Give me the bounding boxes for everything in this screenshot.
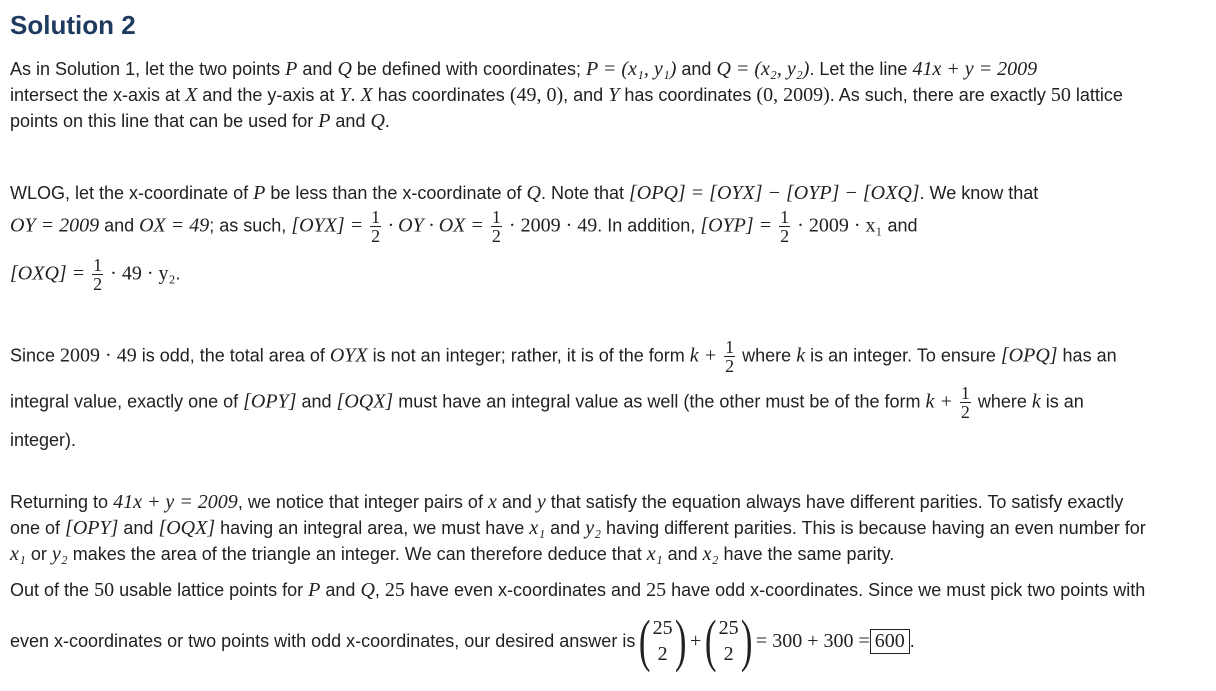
math-Q: Q [526,182,541,204]
math-oqx: [OQX] [158,517,216,539]
para4-line2 [10,517,1146,540]
text: . [175,263,181,284]
para5-line2 [10,606,915,676]
math-product: · OY · OX = [383,214,489,237]
text: and [320,580,361,600]
frac-num: 1 [93,255,103,275]
frac-den: 2 [491,226,501,246]
math-Y: Y [608,84,620,106]
text: makes the area of the triangle an integer. We can therefore deduce that [67,544,647,564]
math-P: P [318,110,331,132]
text: , we notice that integer pairs of [237,492,488,512]
para1-line1 [10,58,1037,81]
binom-bottom: 2 [657,643,668,665]
math-Q: Q [370,110,385,132]
math-val1: · 2009 · 49 [503,214,598,237]
text: and [296,391,337,412]
frac-num: 1 [371,207,381,227]
math-oyp: [OYP] = [700,214,778,237]
math-opy: [OPY] [243,390,297,413]
math-P: P [253,182,266,204]
math-x1: x₁ [529,517,546,539]
math-prod: 2009 · 49 [60,344,137,367]
math-Y: Y [339,84,351,106]
text: usable lattice points for [114,580,309,600]
math-count: 50 [1050,84,1071,106]
binom-top: 25 [718,617,739,639]
text: is odd, the total area of [136,345,330,366]
math-X: X [360,84,373,106]
para3-line1 [10,338,1117,375]
math-50: 50 [94,579,115,601]
text: or [25,544,52,564]
text: even x-coordinates or two points with odd x-coordinates, our desired answer is [10,630,636,651]
binomial: ( 25 2 ) [705,608,753,673]
text: As in Solution 1, let the two points [10,59,286,79]
text: has an [1057,345,1117,366]
math-line-eq: 41x + y = 2009 [113,491,238,513]
para5-line1 [10,579,1145,602]
text: and [545,518,586,538]
math-25: 25 [384,579,405,601]
text: lattice [1070,85,1123,105]
text: ; as such, [209,215,292,236]
para3-line2 [10,384,1084,421]
text: have odd x-coordinates. Since we must pick two points with [666,580,1146,600]
math-P-def: P = (x₁, y₁) [586,58,677,80]
math-x: x [487,491,497,513]
math-x1: x₁ [646,543,663,565]
text: have the same parity. [718,544,895,564]
para3-line3: integer). [10,430,77,450]
math-oqx: [OQX] [336,390,394,413]
text: . As such, there are exactly [829,85,1051,105]
math-area-eq: [OPQ] = [OYX] − [OYP] − [OXQ] [629,182,920,204]
math-Q: Q [337,58,352,80]
text: having an integral area, we must have [215,518,530,538]
frac-den: 2 [93,274,103,294]
text: and [676,59,717,79]
math-kplus: k + [689,344,723,367]
text: intersect the x-axis at [10,85,186,105]
text: and [330,111,371,131]
section-heading: Solution 2 [10,10,136,40]
text: one of [10,518,66,538]
para1-line2: intersect the x-axis at X and the y-axis at Y. X has coordinates (49, 0), and Y has coordinates (0, 2009). As such, there are exactly 50 lattice [10,84,1123,106]
text: must have an integral value as well (the other must be of the form [393,391,926,412]
fraction [370,208,381,245]
text: be defined with coordinates; [351,59,587,79]
text: is an [1040,391,1084,412]
para2-line3 [10,256,180,293]
text: Out of the [10,580,95,600]
fraction [779,208,790,245]
text: having different parities. This is because having an even number for [601,518,1146,538]
frac-den: 2 [780,226,790,246]
math-val3: · 49 · y₂ [105,262,176,285]
text: have even x-coordinates and [404,580,647,600]
binomial: ( 25 2 ) [639,608,687,673]
text: and [297,59,338,79]
math-P: P [308,579,321,601]
math-x1: x₁ [10,543,26,565]
math-Q-def: Q = (x₂, y₂) [716,58,810,80]
text: . Note that [540,183,630,203]
text: , [374,580,385,600]
text: where [972,391,1032,412]
frac-num: 1 [960,383,970,403]
math-line-eq: 41x + y = 2009 [912,58,1038,80]
para4-line3 [10,543,894,566]
text: is an integer. To ensure [805,345,1001,366]
math-P: P [285,58,298,80]
fraction [491,208,502,245]
math-opq: [OPQ] [1000,344,1058,367]
text: that satisfy the equation always have different parities. To satisfy exactly [545,492,1124,512]
text: WLOG, let the x-coordinate of [10,183,254,203]
math-result: = 300 + 300 = [755,629,870,652]
math-ox: OX = 49 [139,214,210,237]
text: , and [563,85,609,105]
math-oyx: [OYX] = [291,214,369,237]
binom-top: 25 [652,617,673,639]
text: and [118,518,159,538]
frac-num: 1 [491,207,501,227]
math-oyx: OYX [329,344,368,367]
math-Q: Q [360,579,375,601]
binom-bottom: 2 [723,643,734,665]
text: and [99,215,140,236]
text: and [496,492,537,512]
math-y2: y₂ [51,543,68,565]
text: has coordinates [619,85,757,105]
text: points on this line that can be used for [10,111,319,131]
text: . Let the line [809,59,913,79]
math-oxq: [OXQ] = [10,262,91,285]
frac-den: 2 [960,402,970,422]
text: and [662,544,703,564]
math-X-coord: (49, 0) [509,84,564,106]
para2-line2 [10,208,918,245]
math-opy: [OPY] [65,517,119,539]
text: and the y-axis at [197,85,340,105]
text: . We know that [919,183,1039,203]
text: . In addition, [597,215,701,236]
frac-den: 2 [371,226,381,246]
fraction [92,256,103,293]
math-val2: · 2009 · x₁ [792,214,883,237]
text: Returning to [10,492,114,512]
math-y2: y₂ [585,517,602,539]
frac-num: 1 [780,207,790,227]
text: is not an integer; rather, it is of the form [367,345,690,366]
text: has coordinates [372,85,510,105]
math-y: y [536,491,546,513]
math-k: k [1031,390,1041,413]
frac-den: 2 [725,356,735,376]
para2-line1 [10,182,1038,205]
para4-line1 [10,491,1123,514]
fraction [724,338,735,375]
text: where [737,345,797,366]
para1-line3 [10,110,390,133]
text: integral value, exactly one of [10,391,244,412]
text: . [909,630,915,651]
math-oy: OY = 2009 [10,214,100,237]
text: and [882,215,918,236]
math-25: 25 [646,579,667,601]
fraction [960,384,971,421]
text: Since [10,345,61,366]
text: be less than the x-coordinate of [265,183,527,203]
math-kplus: k + [925,390,958,413]
text: . [384,111,390,131]
frac-num: 1 [725,337,735,357]
math-x2: x₂ [702,543,719,565]
math-plus: + [689,629,702,652]
math-k: k [796,344,806,367]
math-X: X [185,84,198,106]
answer-box: 600 [870,629,910,654]
math-Y-coord: (0, 2009) [756,84,830,106]
